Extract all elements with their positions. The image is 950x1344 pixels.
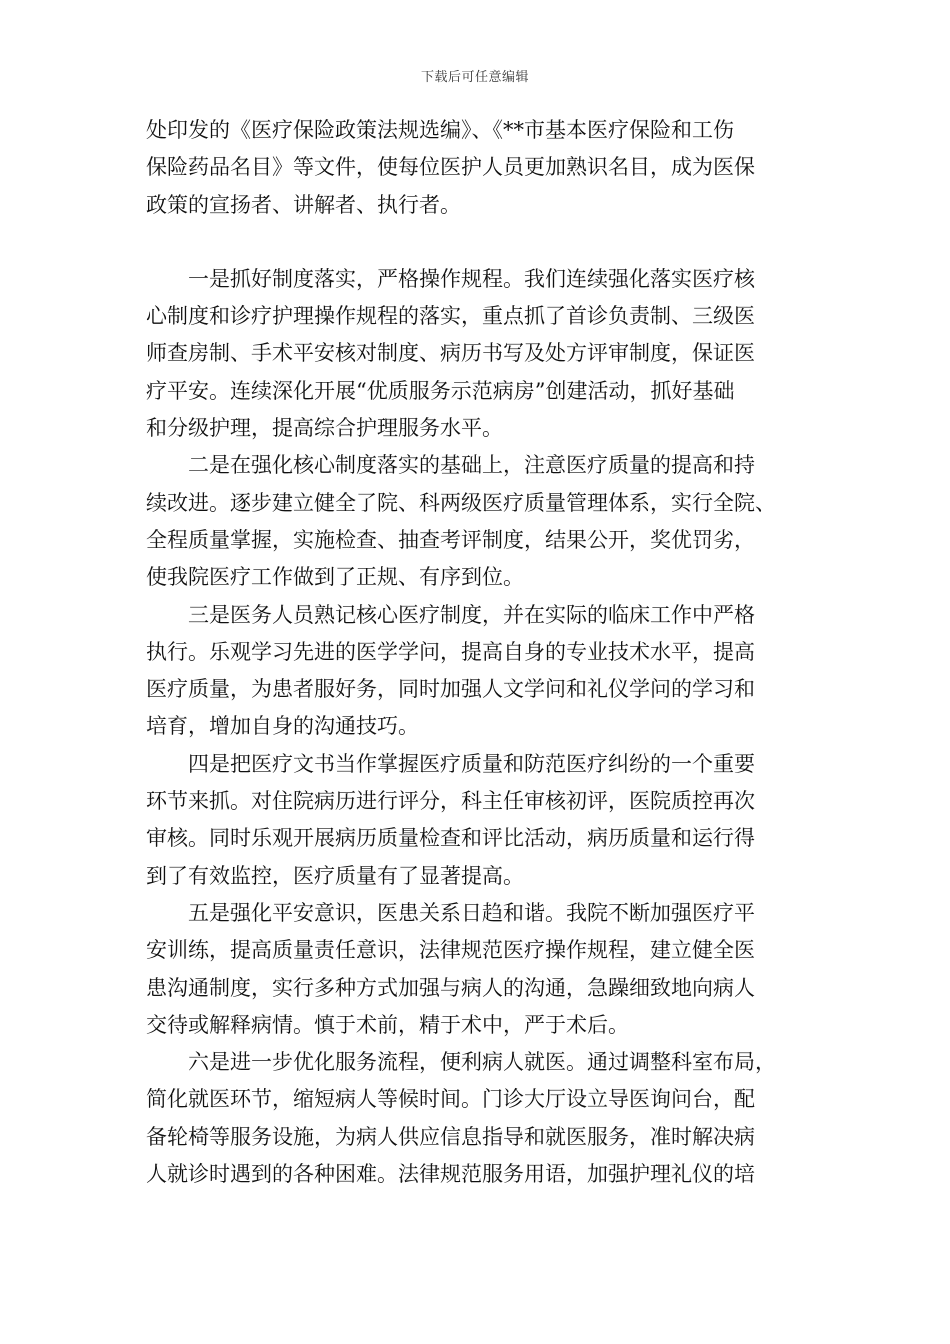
paragraph-item-3: 三是医务人员熟记核心医疗制度，并在实际的临床工作中严格 执行。乐观学习先进的医学学问，提高自身的专业技术水平，提高 医疗质量，为患者服好务，同时加强人文学问和礼仪学问的学习和 培育，增加自身的沟通技巧。 [146,602,755,739]
paragraph-item-5: 五是强化平安意识，医患关系日趋和谐。我院不断加强医疗平 安训练，提高质量责任意识，法律规范医疗操作规程，建立健全医 患沟通制度，实行多种方式加强与病人的沟通，急躁细致地向病人 交待或解释病情。慎于术前，精于术中，严于术后。 [146,900,755,1037]
paragraph-item-6: 六是进一步优化服务流程，便利病人就医。通过调整科室布局， 简化就医环节，缩短病人等候时间。门诊大厅设立导医询问台，配 备轮椅等服务设施，为病人供应信息指导和就医服务，准时解决病 人就诊时遇到的各种困难。法律规范服务用语，加强护理礼仪的培 [146,1050,776,1187]
paragraph-item-4: 四是把医疗文书当作掌握医疗质量和防范医疗纠纷的一个重要 环节来抓。对住院病历进行评分，科主任审核初评，医院质控再次 审核。同时乐观开展病历质量检查和评比活动，病历质量和运行得 到了有效监控，医疗质量有了显著提高。 [146,751,755,888]
document-body [146,112,826,1193]
paragraph-gap [146,224,826,261]
paragraph-item-2: 二是在强化核心制度落实的基础上，注意医疗质量的提高和持 续改进。逐步建立健全了院、科两级医疗质量管理体系，实行全院、 全程质量掌握，实施检查、抽查考评制度，结果公开，奖优罚劣， 使我院医疗工作做到了正规、有序到位。 [146,453,776,590]
paragraph-item-1: 一是抓好制度落实，严格操作规程。我们连续强化落实医疗核 心制度和诊疗护理操作规程的落实，重点抓了首诊负责制、三级医 师查房制、手术平安核对制度、病历书写及处方评审制度，保证医 疗平安。连续深化开展“优质服务示范病房”创建活动，抓好基础 和分级护理，提高综合护理服务水平。 [146,266,755,441]
page-header-note: 下载后可任意编辑 [420,70,529,85]
paragraph-intro: 处印发的《医疗保险政策法规选编》、《**市基本医疗保险和工伤 保险药品名目》等文件，使每位医护人员更加熟识名目，成为医保 政策的宣扬者、讲解者、执行者。 [146,118,755,217]
